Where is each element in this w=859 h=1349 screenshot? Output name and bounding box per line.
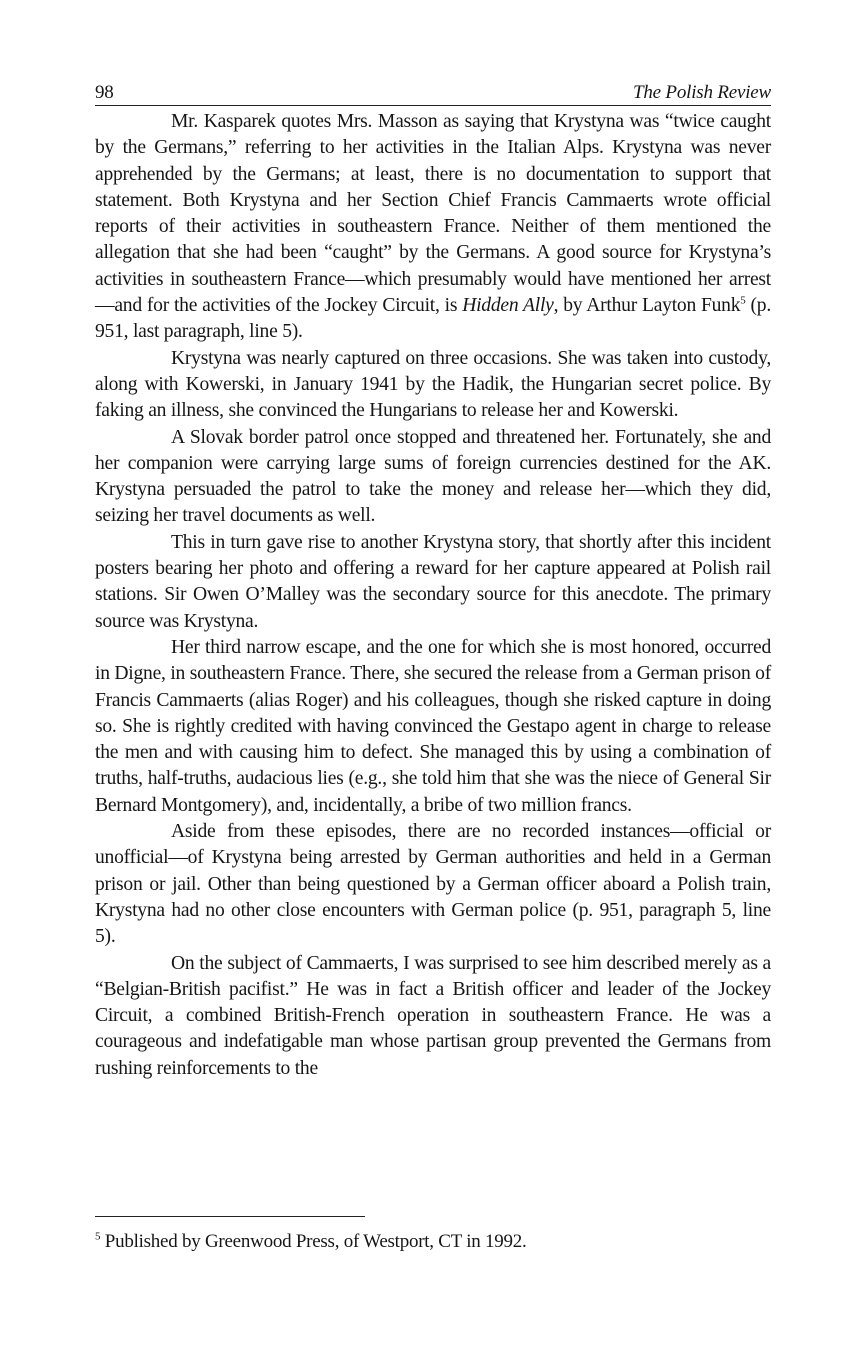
paragraph-text: A Slovak border patrol once stopped and threatened her. Fortunately, she and her companion were carrying large sums of foreign currencies destined for the AK. Krystyna persuaded the patrol to take the money and release her—which they did, seizing her travel documents as well. xyxy=(95,426,771,527)
paragraph-text: Mr. Kasparek quotes Mrs. Masson as saying that Krystyna was “twice caught by the Germans,” referring to her activities in the Italian Alps. Krystyna was never apprehended by the Germans; at least, there is no documentation to support that statement. Both Krystyna and her Section Chief Francis Cammaerts wrote official reports of their activities in southeastern France. Neither of them mentioned the allegation that she had been “caught” by the Germans. A good source for Krystyna’s activities in southeastern France—which presumably would have mentioned her arrest—and for the activities of the Jockey Circuit, is xyxy=(95,111,771,317)
paragraph-text: , by Arthur Layton Funk xyxy=(553,295,741,317)
paragraph-text: This in turn gave rise to another Krystyna story, that shortly after this incident posters bearing her photo and offering a reward for her capture appeared at Polish rail stations. Sir Owen O’Malley was the secondary source for this anecdote. The primary source was Krystyna. xyxy=(95,531,771,632)
running-head xyxy=(95,82,771,106)
footnote-divider xyxy=(95,1216,365,1217)
paragraph-5 xyxy=(95,635,771,819)
paragraph-3 xyxy=(95,425,771,530)
page-number: 98 xyxy=(95,82,114,103)
body-text xyxy=(95,109,771,1082)
paragraph-text: (p. 951, last paragraph, line 5). xyxy=(95,295,772,343)
paragraph-text: Aside from these episodes, there are no recorded instances—official or unofficial—of Krystyna being arrested by German authorities and held in a German prison or jail. Other than being questioned by a German officer aboard a Polish train, Krystyna had no other close encounters with German police (p. 951, paragraph 5, line 5). xyxy=(95,821,771,948)
paragraph-7 xyxy=(95,951,771,1082)
footnote-reference: 5 xyxy=(740,294,746,307)
paragraph-4 xyxy=(95,530,771,635)
paragraph-1 xyxy=(95,109,771,346)
journal-title: The Polish Review xyxy=(632,82,771,103)
paragraph-text: Krystyna was nearly captured on three occasions. She was taken into custody, along with Kowerski, in January 1941 by the Hadik, the Hungarian secret police. By faking an illness, she convinced the Hungarians to release her and Kowerski. xyxy=(95,347,771,422)
footnote-marker: 5 xyxy=(95,1230,101,1243)
book-title-italic: Hidden Ally xyxy=(462,295,554,317)
paragraph-2 xyxy=(95,346,771,425)
paragraph-6 xyxy=(95,819,771,950)
paragraph-text: Her third narrow escape, and the one for which she is most honored, occurred in Digne, in southeastern France. There, she secured the release from a German prison of Francis Cammaerts (alias Roger) and his colleagues, though she risked capture in doing so. She is rightly credited with having convinced the Gestapo agent in charge to release the men and with causing him to defect. She managed this by using a combination of truths, half-truths, audacious lies (e.g., she told him that she was the niece of General Sir Bernard Montgomery), and, incidentally, a bribe of two million francs. xyxy=(95,636,771,816)
page xyxy=(95,82,771,1082)
footnote-text: Published by Greenwood Press, of Westport, CT in 1992. xyxy=(100,1231,527,1252)
paragraph-text: On the subject of Cammaerts, I was surprised to see him described merely as a “Belgian-British pacifist.” He was in fact a British officer and leader of the Jockey Circuit, a combined British-French operation in southeastern France. He was a courageous and indefatigable man whose partisan group prevented the Germans from rushing reinforcements to the xyxy=(95,952,771,1079)
footnote xyxy=(95,1230,771,1254)
